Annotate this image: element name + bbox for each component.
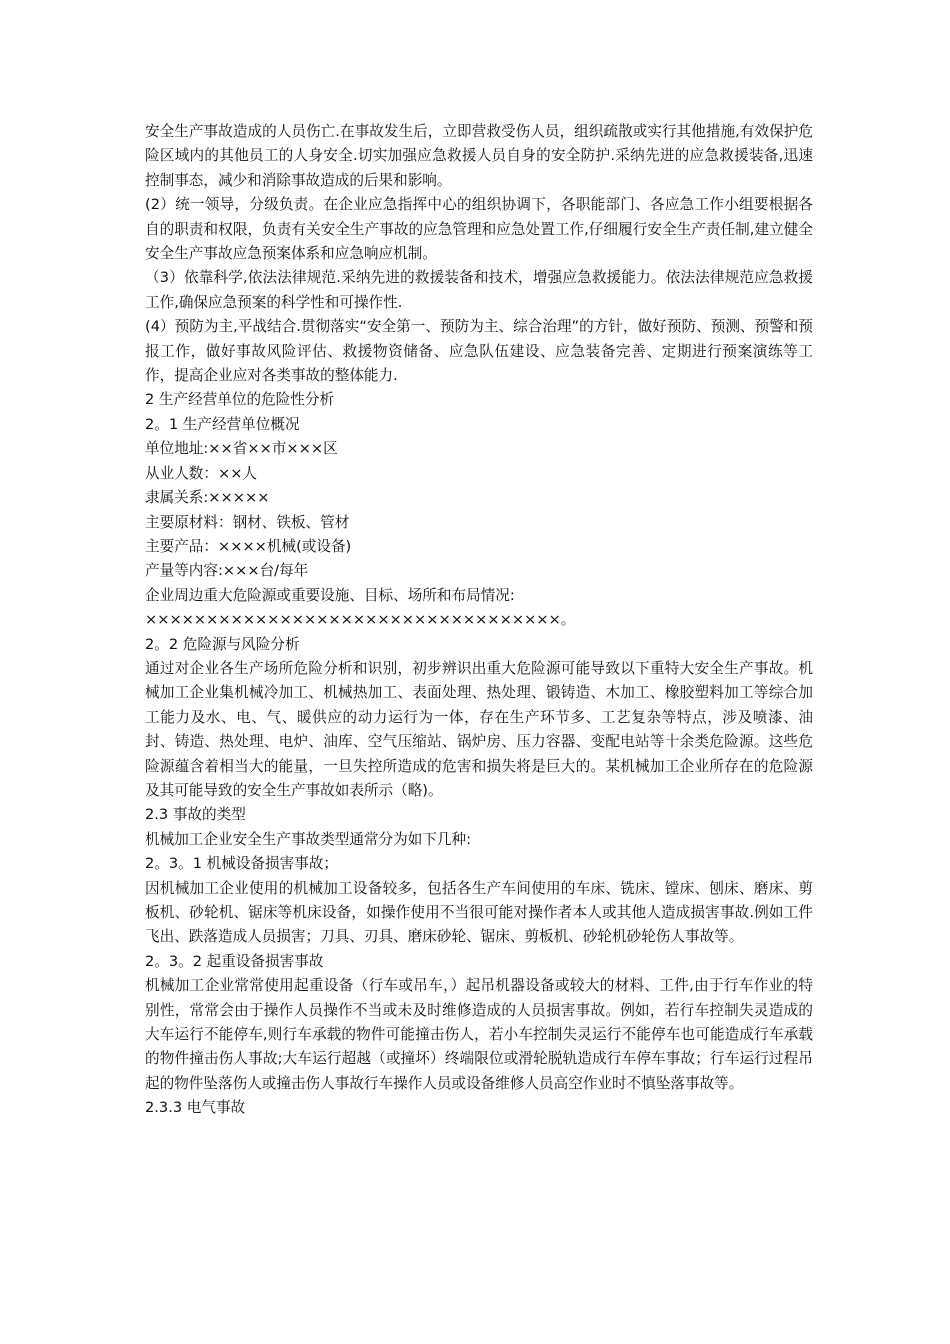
paragraph-types-intro: 机械加工企业安全生产事故类型通常分为如下几种: xyxy=(145,830,471,848)
info-affiliation: 隶属关系:××××× xyxy=(145,489,270,507)
paragraph-principle-4: (4）预防为主,平战结合.贯彻落实“安全第一、预防为主、综合治理”的方针，做好预防、预测、预警和预报工作，做好事故风险评估、救援物资储备、应急队伍建设、应急装备完善、定期进行预案演练等工作，提高企业应对各类事故的整体能力. xyxy=(145,318,813,385)
info-address: 单位地址:××省××市×××区 xyxy=(145,440,338,458)
paragraph-hazard-analysis: 通过对企业各生产场所危险分析和识别，初步辨识出重大危险源可能导致以下重特大安全生产事故。机械加工企业集机械冷加工、机械热加工、表面处理、热处理、锻铸造、木加工、橡胶塑料加工等综合加工能力及水、电、气、暖供应的动力运行为一体，存在生产环节多、工艺复杂等特点，涉及喷漆、油封、铸造、热处理、电炉、油库、空气压缩站、锅炉房、压力容器、变配电站等十余类危险源。这些危险源蕴含着相当大的能量，一旦失控所造成的危害和损失将是巨大的。某机械加工企业所存在的危险源及其可能导致的安全生产事故如表所示（略)。 xyxy=(145,659,813,799)
subsection-heading-2-3-1: 2。3。1 机械设备损害事故； xyxy=(145,855,339,873)
info-staff: 从业人数：××人 xyxy=(145,464,258,482)
paragraph-lifting-accidents: 机械加工企业常常使用起重设备（行车或吊车，）起吊机器设备或较大的材料、工件,由于行车作业的特别性，常常会由于操作人员操作不当或未及时维修造成的人员损害事故。例如，若行车控制失灵造成的大车运行不能停车,则行车承载的物件可能撞击伤人，若小车控制失灵运行不能停车也可能造成行车承载的物件撞击伤人事故;大车运行超越（或撞坏）终端限位或滑轮脱轨造成行车停车事故；行车运行过程吊起的物件坠落伤人或撞击伤人事故行车操作人员或设备维修人员高空作业时不慎坠落事故等。 xyxy=(145,977,813,1092)
document-page xyxy=(145,120,813,1121)
info-materials: 主要原材料：钢材、铁板、管材 xyxy=(145,513,350,531)
info-surroundings-value: ××××××××××××××××××××××××××××××××××。 xyxy=(145,611,576,629)
paragraph-machine-accidents: 因机械加工企业使用的机械加工设备较多，包括各生产车间使用的车床、铣床、镗床、刨床、磨床、剪板机、砂轮机、锯床等机床设备，如操作使用不当很可能对操作者本人或其他人造成损害事故.例如工件飞出、跌落造成人员损害；刀具、刃具、磨床砂轮、锯床、剪板机、砂轮机砂轮伤人事故等。 xyxy=(145,879,813,946)
section-heading-2: 2 生产经营单位的危险性分析 xyxy=(145,391,335,409)
paragraph-principle-2: (2）统一领导，分级负责。在企业应急指挥中心的组织协调下，各职能部门、各应急工作小组要根据各自的职责和权限，负责有关安全生产事故的应急管理和应急处置工作,仔细履行安全生产责任制,建立健全安全生产事故应急预案体系和应急响应机制。 xyxy=(145,196,813,263)
paragraph-principle-3: （3）依靠科学,依法法律规范.采纳先进的救援装备和技术，增强应急救援能力。依法法律规范应急救援工作,确保应急预案的科学性和可操作性. xyxy=(145,269,813,311)
info-products: 主要产品：××××机械(或设备) xyxy=(145,537,352,555)
info-output: 产量等内容:×××台/每年 xyxy=(145,562,309,580)
paragraph-intro: 安全生产事故造成的人员伤亡.在事故发生后，立即营救受伤人员，组织疏散或实行其他措施,有效保护危险区域内的其他员工的人身安全.切实加强应急救援人员自身的安全防护.采纳先进的应急救援装备,迅速控制事态，减少和消除事故造成的后果和影响。 xyxy=(145,123,813,189)
info-surroundings-label: 企业周边重大危险源或重要设施、目标、场所和布局情况: xyxy=(145,586,515,604)
subsection-heading-2-2: 2。2 危险源与风险分析 xyxy=(145,635,300,653)
subsection-heading-2-3-3: 2.3.3 电气事故 xyxy=(145,1099,246,1117)
subsection-heading-2-1: 2。1 生产经营单位概况 xyxy=(145,415,300,433)
subsection-heading-2-3-2: 2。3。2 起重设备损害事故 xyxy=(145,952,324,970)
subsection-heading-2-3: 2.3 事故的类型 xyxy=(145,806,246,824)
